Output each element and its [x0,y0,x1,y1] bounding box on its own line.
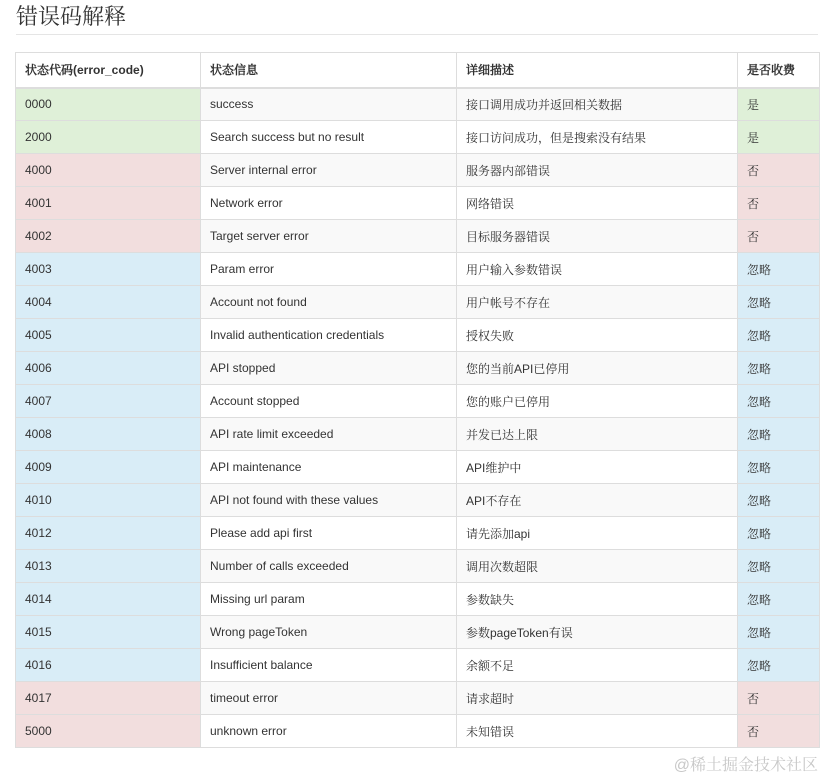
cell-code: 4012 [16,517,201,550]
cell-charged: 忽略 [738,385,820,418]
cell-code: 4000 [16,154,201,187]
cell-charged: 忽略 [738,451,820,484]
cell-charged: 否 [738,187,820,220]
cell-message: Search success but no result [201,121,457,154]
cell-code: 4006 [16,352,201,385]
cell-code: 4010 [16,484,201,517]
header-description: 详细描述 [457,53,738,88]
cell-description: 目标服务器错误 [457,220,738,253]
cell-message: API stopped [201,352,457,385]
cell-message: API not found with these values [201,484,457,517]
cell-charged: 忽略 [738,319,820,352]
cell-code: 4001 [16,187,201,220]
cell-message: Network error [201,187,457,220]
cell-message: Account stopped [201,385,457,418]
cell-description: 参数pageToken有误 [457,616,738,649]
error-code-table [15,52,820,748]
table-row [16,220,820,253]
cell-description: 并发已达上限 [457,418,738,451]
cell-description: 未知错误 [457,715,738,748]
cell-description: 用户输入参数错误 [457,253,738,286]
cell-description: 参数缺失 [457,583,738,616]
cell-code: 4016 [16,649,201,682]
table-row [16,616,820,649]
cell-charged: 忽略 [738,517,820,550]
cell-message: unknown error [201,715,457,748]
cell-code: 4008 [16,418,201,451]
cell-description: 您的账户已停用 [457,385,738,418]
cell-code: 4003 [16,253,201,286]
cell-charged: 忽略 [738,484,820,517]
cell-description: 调用次数超限 [457,550,738,583]
cell-charged: 忽略 [738,616,820,649]
table-row [16,286,820,319]
cell-description: API不存在 [457,484,738,517]
table-row [16,187,820,220]
table-row [16,583,820,616]
cell-charged: 是 [738,121,820,154]
cell-description: 请先添加api [457,517,738,550]
cell-description: 请求超时 [457,682,738,715]
header-message: 状态信息 [201,53,457,88]
cell-message: Missing url param [201,583,457,616]
cell-charged: 忽略 [738,253,820,286]
table-header [16,53,820,88]
cell-code: 4002 [16,220,201,253]
cell-code: 4005 [16,319,201,352]
cell-code: 0000 [16,88,201,121]
cell-charged: 否 [738,682,820,715]
cell-charged: 忽略 [738,649,820,682]
table-row [16,517,820,550]
cell-description: 余额不足 [457,649,738,682]
cell-message: Target server error [201,220,457,253]
table-row [16,682,820,715]
cell-message: Invalid authentication credentials [201,319,457,352]
cell-description: 用户帐号不存在 [457,286,738,319]
cell-code: 4017 [16,682,201,715]
cell-charged: 是 [738,88,820,121]
cell-charged: 忽略 [738,550,820,583]
cell-message: success [201,88,457,121]
table-row [16,253,820,286]
cell-charged: 忽略 [738,583,820,616]
header-charged: 是否收费 [738,53,820,88]
header-row [16,53,820,88]
table-body [16,88,820,748]
cell-code: 4013 [16,550,201,583]
cell-charged: 忽略 [738,286,820,319]
table-row [16,550,820,583]
cell-message: Please add api first [201,517,457,550]
cell-charged: 忽略 [738,352,820,385]
table-row [16,418,820,451]
table-row [16,715,820,748]
cell-code: 4007 [16,385,201,418]
cell-code: 5000 [16,715,201,748]
cell-code: 4015 [16,616,201,649]
table-row [16,385,820,418]
cell-charged: 否 [738,715,820,748]
table-row [16,319,820,352]
cell-description: 网络错误 [457,187,738,220]
page-title: 错误码解释 [16,4,127,29]
cell-charged: 否 [738,154,820,187]
header-code: 状态代码(error_code) [16,53,201,88]
cell-code: 4014 [16,583,201,616]
table-row [16,352,820,385]
cell-message: API rate limit exceeded [201,418,457,451]
table-row [16,451,820,484]
cell-message: Param error [201,253,457,286]
cell-description: 接口访问成功，但是搜索没有结果 [457,121,738,154]
table-row [16,154,820,187]
cell-code: 2000 [16,121,201,154]
cell-description: API维护中 [457,451,738,484]
cell-message: timeout error [201,682,457,715]
cell-description: 授权失败 [457,319,738,352]
cell-message: Wrong pageToken [201,616,457,649]
table-row [16,88,820,121]
cell-charged: 否 [738,220,820,253]
cell-code: 4004 [16,286,201,319]
cell-description: 您的当前API已停用 [457,352,738,385]
cell-message: Number of calls exceeded [201,550,457,583]
watermark-text: @稀土掘金技术社区 [672,752,820,775]
table-row [16,121,820,154]
cell-message: Account not found [201,286,457,319]
cell-charged: 忽略 [738,418,820,451]
cell-message: API maintenance [201,451,457,484]
cell-message: Insufficient balance [201,649,457,682]
cell-message: Server internal error [201,154,457,187]
table-row [16,484,820,517]
title-divider [16,34,818,35]
table-row [16,649,820,682]
cell-description: 服务器内部错误 [457,154,738,187]
cell-description: 接口调用成功并返回相关数据 [457,88,738,121]
cell-code: 4009 [16,451,201,484]
